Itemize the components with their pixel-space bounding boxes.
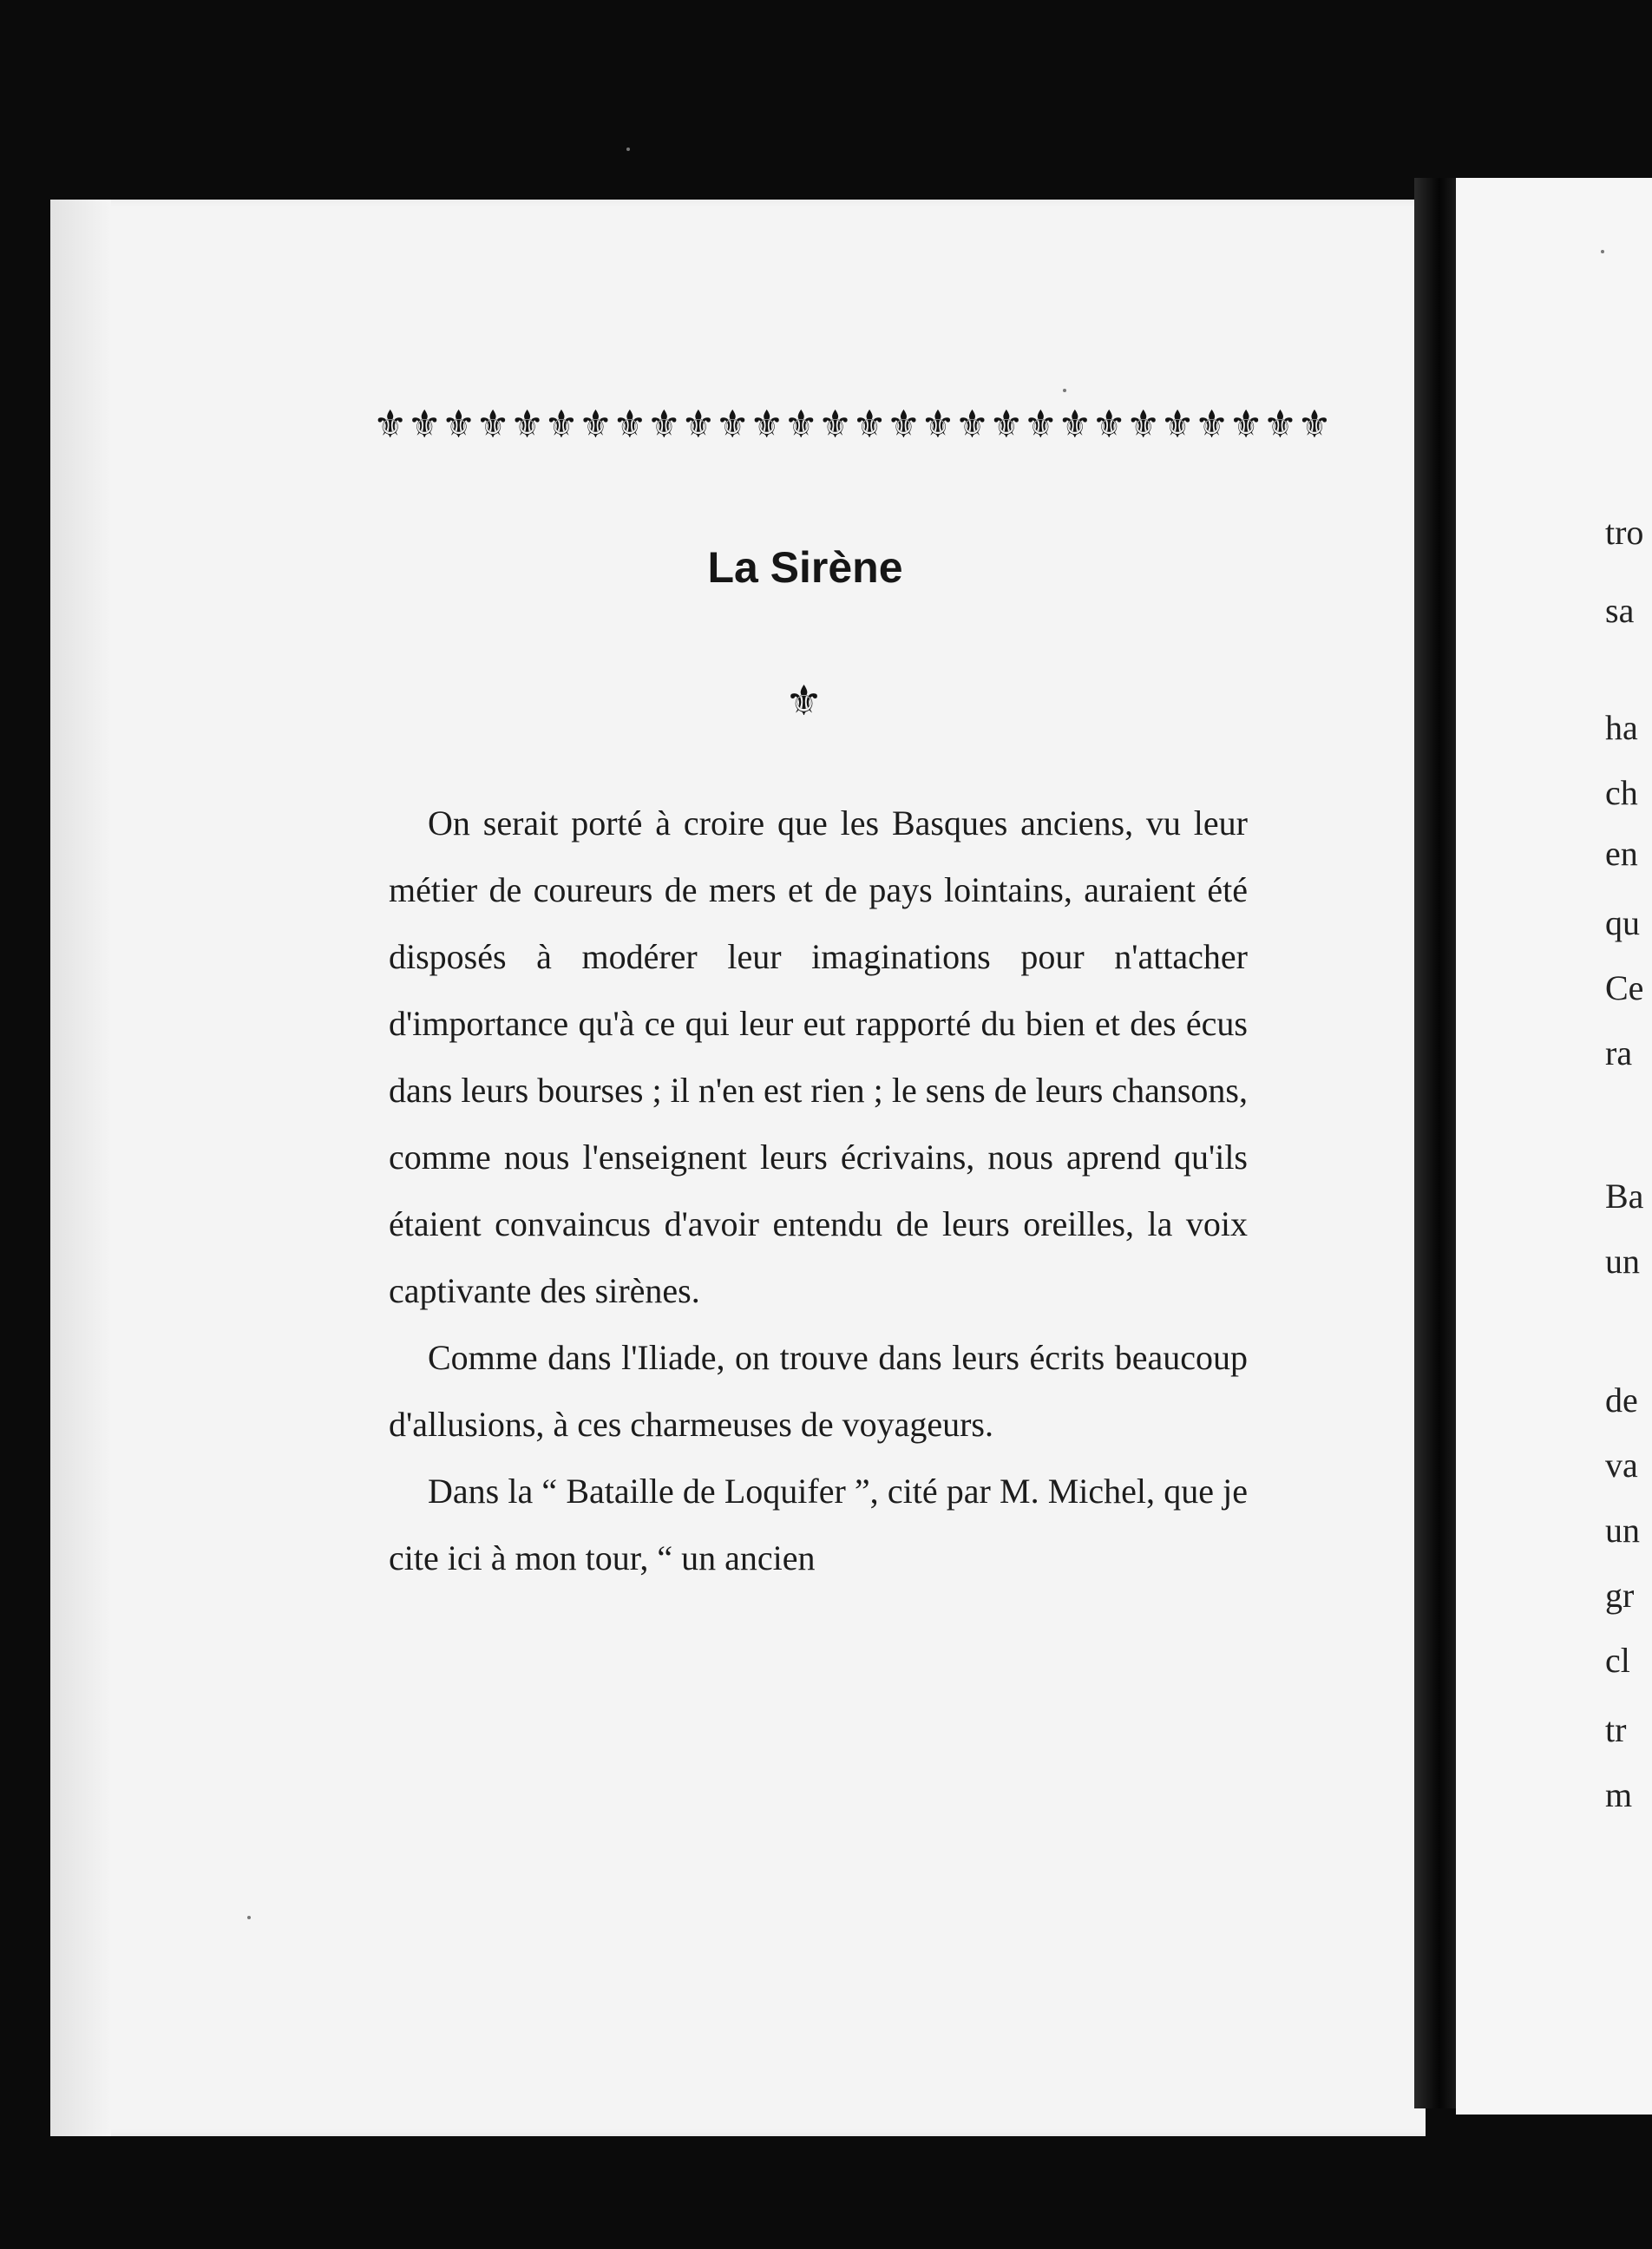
fleur-de-lis-icon: ⚜ [1023,403,1059,447]
fleur-de-lis-icon: ⚜ [475,403,510,447]
fleur-de-lis-icon: ⚜ [681,403,716,447]
facing-page-fragment: un [1605,1242,1640,1281]
fleur-de-lis-icon: ⚜ [954,403,990,447]
facing-page-fragment: tro [1605,513,1644,552]
fleur-de-lis-icon: ⚜ [1125,403,1161,447]
fleur-de-lis-icon: ⚜ [578,403,613,447]
dust-speck [626,148,630,151]
facing-page-fragment: ha [1605,708,1638,747]
fleur-de-lis-icon: ⚜ [749,403,784,447]
dust-speck [247,1916,251,1919]
fleur-de-lis-icon: ⚜ [715,403,750,447]
fleur-de-lis-icon: ⚜ [921,403,955,447]
facing-page-fragment: ch [1605,773,1638,812]
dust-speck [1063,389,1066,392]
fleur-de-lis-ornament-row [373,399,1332,451]
facing-page-fragment: m [1605,1775,1633,1814]
facing-page-fragment: sa [1605,591,1635,630]
facing-page-fragment: va [1605,1446,1638,1485]
fleur-de-lis-icon: ⚜ [544,403,579,447]
fleur-de-lis-icon: ⚜ [1092,403,1126,447]
facing-page-fragment: un [1605,1511,1640,1550]
chapter-title: La Sirène [707,543,903,592]
facing-page-fragment: ra [1605,1033,1633,1072]
book-gutter [1414,178,1456,2108]
fleur-de-lis-icon: ⚜ [613,403,647,447]
body-text [389,790,1248,1591]
facing-page-fragment: tr [1605,1710,1627,1749]
fleur-de-lis-icon: ⚜ [1058,403,1092,447]
fleur-de-lis-icon: ⚜ [785,677,823,725]
facing-page-fragment: de [1605,1380,1638,1420]
fleur-de-lis-icon: ⚜ [852,403,887,447]
fleur-de-lis-icon: ⚜ [783,403,818,447]
fleur-de-lis-icon: ⚜ [1194,403,1229,447]
fleur-de-lis-icon: ⚜ [441,403,476,447]
fleur-de-lis-icon: ⚜ [886,403,921,447]
fleur-de-lis-icon: ⚜ [646,403,682,447]
dust-speck [1601,250,1604,253]
facing-page-fragment: Ba [1605,1177,1644,1216]
fleur-de-lis-icon: ⚜ [817,403,853,447]
facing-page-fragment: qu [1605,903,1640,942]
paragraph: Comme dans l'Iliade, on trouve dans leurs écrits beaucoup d'allusions, à ces charmeuses de voyageurs. [389,1338,1248,1444]
facing-page-fragment: gr [1605,1576,1635,1615]
facing-page-fragment: cl [1605,1641,1630,1680]
fleur-de-lis-icon: ⚜ [373,403,408,447]
fleur-de-lis-icon: ⚜ [989,403,1024,447]
left-page-edge [50,200,111,2136]
fleur-de-lis-icon: ⚜ [509,403,545,447]
fleur-de-lis-icon: ⚜ [1297,403,1332,447]
facing-page-fragment: en [1605,834,1638,873]
facing-page-fragment: Ce [1605,968,1644,1007]
paragraph: Dans la “ Bataille de Loquifer ”, cité par M. Michel, que je cite ici à mon tour, “ un ancien [389,1472,1248,1577]
right-page [1456,178,1652,2115]
fleur-de-lis-icon: ⚜ [1160,403,1195,447]
fleur-de-lis-icon: ⚜ [1229,403,1263,447]
fleur-de-lis-icon: ⚜ [1262,403,1298,447]
fleur-de-lis-icon: ⚜ [407,403,442,447]
paragraph: On serait porté à croire que les Basques anciens, vu leur métier de coureurs de mers et de pays lointains, auraient été disposés à modérer leur imaginations pour n'attacher d'importance qu'à ce qui leur eut rapporté du bien et des écus dans leurs bourses ; il n'en est rien ; le sens de leurs chansons, comme nous l'enseignent leurs écrivains, nous aprend qu'ils étaient convaincus d'avoir entendu de leurs oreilles, la voix captivante des sirènes. [389,803,1248,1310]
